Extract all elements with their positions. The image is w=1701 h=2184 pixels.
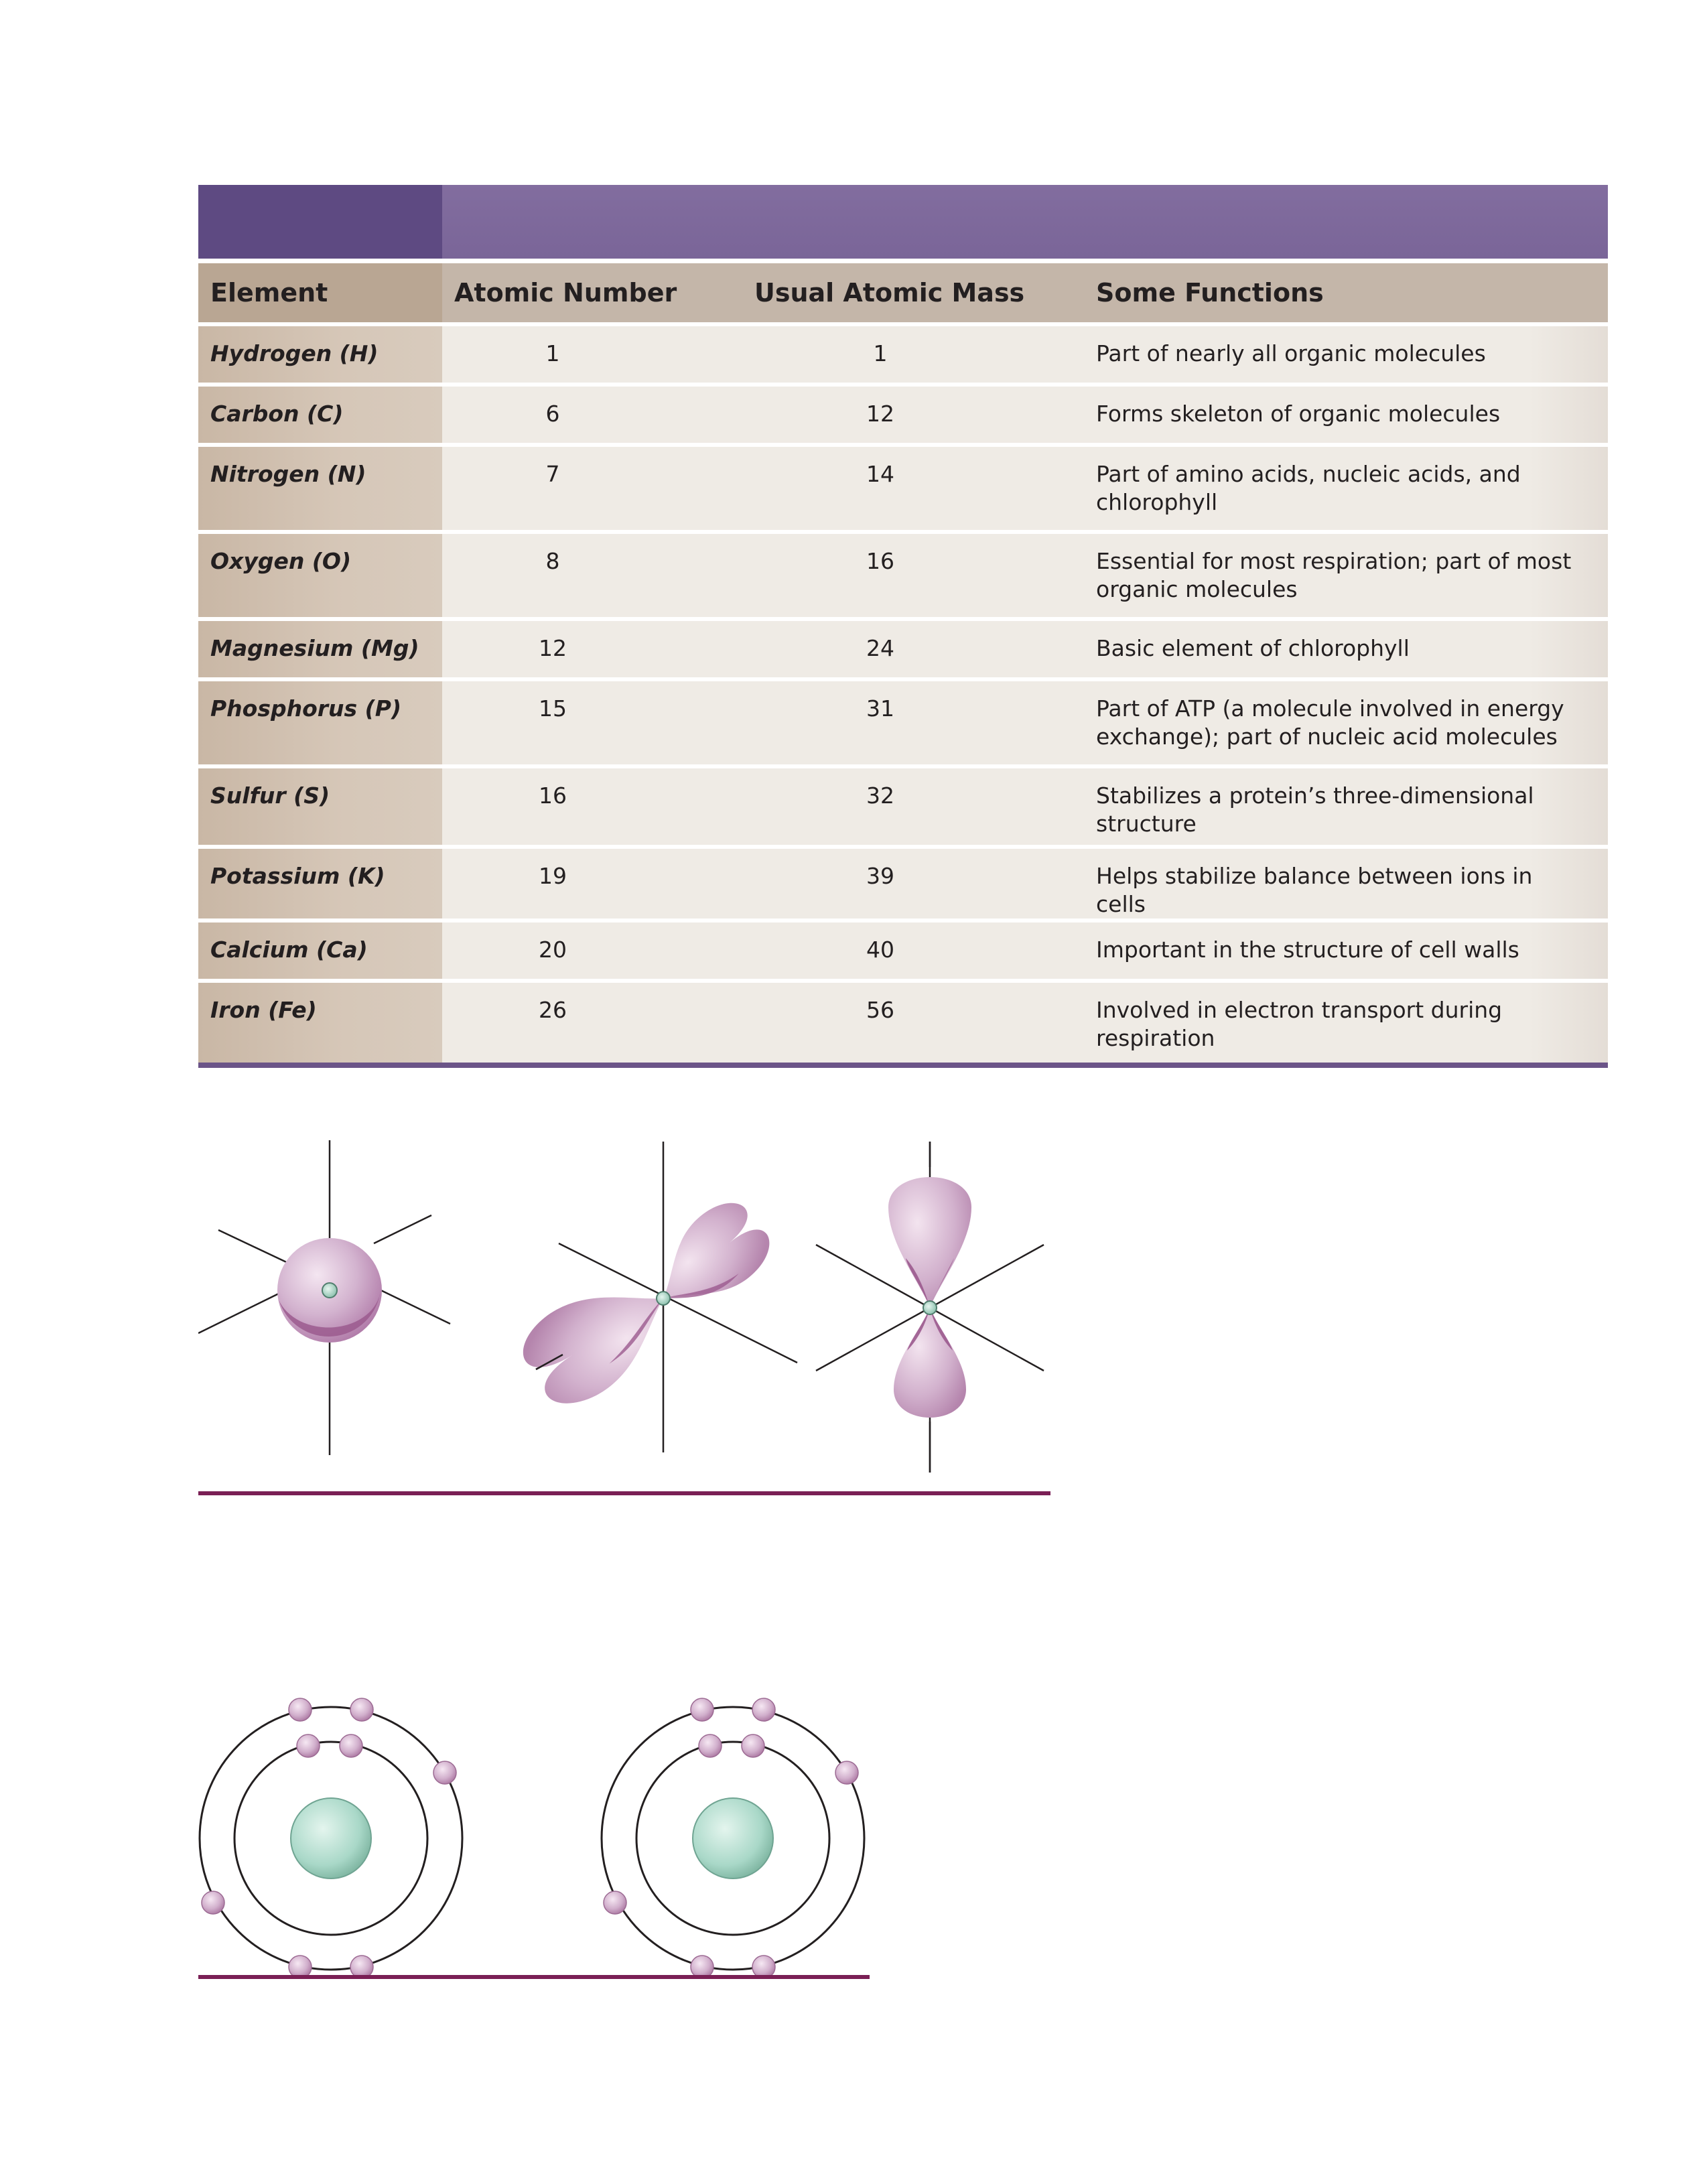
cell-atomic-number: 6 xyxy=(442,385,703,445)
element-table-panel xyxy=(198,185,1608,1068)
cell-element: Hydrogen (H) xyxy=(198,324,442,385)
cell-atomic-mass: 39 xyxy=(703,847,1084,920)
cell-element: Carbon (C) xyxy=(198,385,442,445)
cell-atomic-mass: 24 xyxy=(703,619,1084,679)
cell-functions: Stabilizes a protein’s three-dimensional structure xyxy=(1084,766,1608,847)
table-row xyxy=(198,324,1608,385)
table-row xyxy=(198,385,1608,445)
cell-atomic-mass: 14 xyxy=(703,445,1084,532)
p-orbital-vertical-icon xyxy=(816,1142,1044,1473)
cell-functions: Important in the structure of cell walls xyxy=(1084,920,1608,981)
electron xyxy=(340,1734,362,1757)
electron xyxy=(297,1734,320,1757)
cell-atomic-number: 7 xyxy=(442,445,703,532)
table-row xyxy=(198,981,1608,1063)
electron xyxy=(691,1698,713,1721)
cell-element: Calcium (Ca) xyxy=(198,920,442,981)
nucleus xyxy=(291,1798,371,1879)
electron xyxy=(835,1761,858,1784)
electron xyxy=(604,1891,626,1914)
header-functions: Some Functions xyxy=(1084,263,1608,324)
cell-element: Sulfur (S) xyxy=(198,766,442,847)
electron xyxy=(433,1761,456,1784)
cell-functions: Involved in electron transport during respiration xyxy=(1084,981,1608,1063)
electron xyxy=(289,1698,312,1721)
electron xyxy=(742,1734,764,1757)
cell-atomic-number: 19 xyxy=(442,847,703,920)
cell-atomic-mass: 1 xyxy=(703,324,1084,385)
table-row xyxy=(198,619,1608,679)
cell-atomic-number: 16 xyxy=(442,766,703,847)
cell-functions: Forms skeleton of organic molecules xyxy=(1084,385,1608,445)
atom-figure-rule xyxy=(198,1975,870,1979)
cell-atomic-number: 26 xyxy=(442,981,703,1063)
table-row xyxy=(198,445,1608,532)
cell-atomic-number: 15 xyxy=(442,679,703,766)
cell-atomic-number: 12 xyxy=(442,619,703,679)
table-title-bar xyxy=(198,185,1608,259)
table-row xyxy=(198,847,1608,920)
table-row xyxy=(198,766,1608,847)
cell-element: Magnesium (Mg) xyxy=(198,619,442,679)
cell-atomic-mass: 32 xyxy=(703,766,1084,847)
cell-atomic-mass: 12 xyxy=(703,385,1084,445)
atom-model-1 xyxy=(200,1698,462,1978)
nucleus xyxy=(693,1798,773,1879)
element-table xyxy=(198,263,1608,1063)
cell-atomic-mass: 31 xyxy=(703,679,1084,766)
p-orbital-diagonal-icon xyxy=(511,1142,797,1452)
cell-atomic-number: 8 xyxy=(442,532,703,619)
cell-element: Iron (Fe) xyxy=(198,981,442,1063)
cell-element: Potassium (K) xyxy=(198,847,442,920)
cell-functions: Basic element of chlorophyll xyxy=(1084,619,1608,679)
header-atomic-mass: Usual Atomic Mass xyxy=(703,263,1084,324)
cell-atomic-number: 20 xyxy=(442,920,703,981)
table-bottom-rule xyxy=(198,1063,1608,1068)
table-row xyxy=(198,679,1608,766)
header-atomic-number: Atomic Number xyxy=(442,263,703,324)
table-row xyxy=(198,920,1608,981)
atom-model-2 xyxy=(602,1698,864,1978)
orbital-diagrams xyxy=(198,1132,1052,1507)
cell-atomic-number: 1 xyxy=(442,324,703,385)
cell-atomic-mass: 40 xyxy=(703,920,1084,981)
header-element: Element xyxy=(198,263,442,324)
cell-element: Phosphorus (P) xyxy=(198,679,442,766)
table-row xyxy=(198,532,1608,619)
electron xyxy=(202,1891,224,1914)
table-title xyxy=(442,185,1608,259)
cell-functions: Essential for most respiration; part of most organic molecules xyxy=(1084,532,1608,619)
cell-element: Nitrogen (N) xyxy=(198,445,442,532)
cell-element: Oxygen (O) xyxy=(198,532,442,619)
cell-functions: Helps stabilize balance between ions in cells xyxy=(1084,847,1608,920)
electron xyxy=(752,1698,775,1721)
cell-atomic-mass: 56 xyxy=(703,981,1084,1063)
title-bar-left-block xyxy=(198,185,442,259)
cell-functions: Part of amino acids, nucleic acids, and chlorophyll xyxy=(1084,445,1608,532)
electron xyxy=(350,1698,373,1721)
s-orbital-icon xyxy=(198,1140,450,1455)
cell-atomic-mass: 16 xyxy=(703,532,1084,619)
title-divider xyxy=(198,259,1608,263)
table-header-row xyxy=(198,263,1608,324)
orbital-figure-rule xyxy=(198,1491,1050,1495)
cell-functions: Part of ATP (a molecule involved in energy exchange); part of nucleic acid molecules xyxy=(1084,679,1608,766)
atom-models xyxy=(198,1675,895,1983)
cell-functions: Part of nearly all organic molecules xyxy=(1084,324,1608,385)
electron xyxy=(699,1734,722,1757)
